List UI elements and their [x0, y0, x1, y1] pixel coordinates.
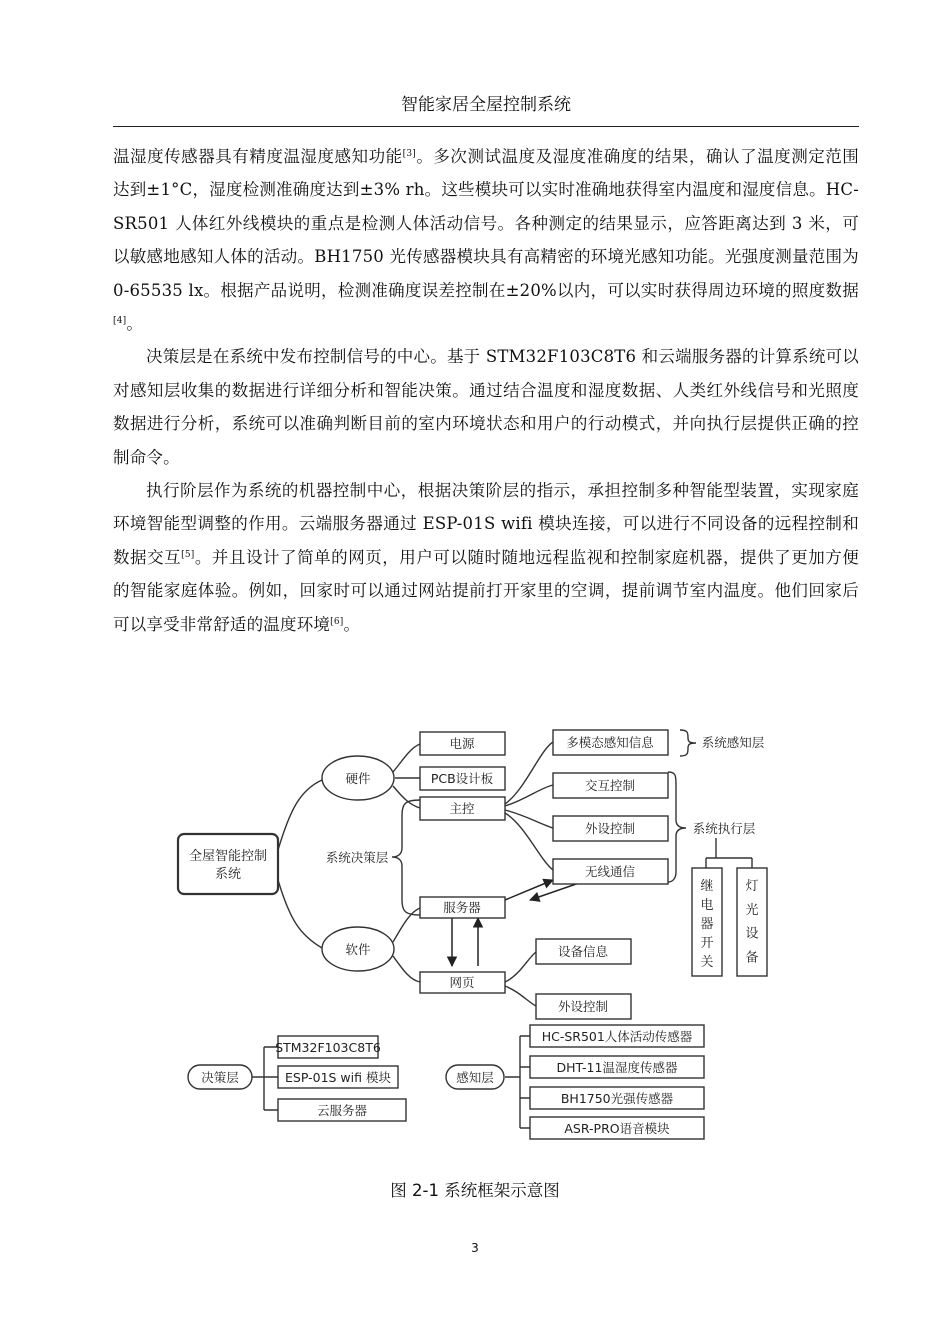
interaction-label: 交互控制	[584, 778, 636, 793]
arrow-wireless-server	[530, 882, 582, 900]
edge-web-deviceinfo	[505, 952, 536, 982]
citation-ref: [6]	[330, 616, 344, 627]
decision-item-3: 云服务器	[316, 1103, 368, 1118]
page-number: 3	[471, 1241, 479, 1255]
webpage-label: 网页	[449, 975, 475, 990]
execution-bracket	[668, 772, 686, 882]
peripheral-label: 外设控制	[584, 821, 636, 836]
decision-item-1: STM32F103C8T6	[275, 1040, 381, 1055]
citation-ref: [4]	[113, 316, 127, 327]
perception-bracket	[680, 730, 696, 756]
arrow-server-wireless	[505, 880, 553, 900]
perception-item-2: DHT-11温湿度传感器	[556, 1060, 678, 1075]
edge-root-hardware	[278, 780, 322, 850]
page-header-title: 智能家居全屋控制系统	[401, 95, 571, 115]
web-peripheral-label: 外设控制	[557, 999, 609, 1014]
citation-ref: [3]	[402, 149, 417, 159]
perception-item-4: ASR-PRO语音模块	[564, 1121, 670, 1136]
relay-label: 继电器开关	[700, 879, 714, 970]
edge-main-wireless	[505, 813, 553, 870]
citation-ref: [5]	[181, 549, 195, 560]
execution-system-label: 系统执行层	[692, 821, 756, 836]
software-label: 软件	[345, 942, 371, 957]
decision-layer-label: 系统决策层	[325, 850, 389, 865]
pcb-label: PCB设计板	[430, 771, 494, 786]
edge-web-peripheral	[505, 986, 536, 1006]
figure-caption: 图 2-1 系统框架示意图	[390, 1181, 560, 1200]
device-info-label: 设备信息	[557, 944, 609, 959]
system-framework-diagram	[0, 720, 950, 1150]
paragraph-1: 温湿度传感器具有精度温湿度感知功能[3]。多次测试温度及湿度准确度的结果，确认了温度测定范围达到±1°C，湿度检测准确度达到±3% rh。这些模块可以实时准确地获得室内温度和湿度信息。HC-SR501 人体红外线模块的重点是检测人体活动信号。各种测定的结果显示，应答距离达到 3 米，可以敏感地感知人体的活动。BH1750 光传感器模块具有高精密的环境光感知功能。光强度测量范围为 0-65535 lx。根据产品说明，检测准确度误差控制在±20%以内，可以实时获得周边环境的照度数据[4]。	[113, 147, 860, 334]
perception-system-label: 系统感知层	[701, 735, 765, 750]
decision-item-2: ESP-01S wifi 模块	[285, 1070, 391, 1085]
edge-main-interaction	[505, 785, 553, 806]
wireless-label: 无线通信	[584, 864, 636, 879]
paragraph-3: 执行阶层作为系统的机器控制中心，根据决策阶层的指示，承担控制多种智能型装置，实现家庭环境智能型调整的作用。云端服务器通过 ESP-01S wifi 模块连接，可以进行不同设备的远程控制和数据交互[5]。并且设计了简单的网页，用户可以随时随地远程监视和控制家庭机器，提供了更加方便的智能家庭体验。例如，回家时可以通过网站提前打开家里的空调，提前调节室内温度。他们回家后可以享受非常舒适的温度环境[6]。	[113, 481, 859, 634]
edge-root-software	[278, 880, 322, 948]
edge-hardware-main	[393, 786, 420, 808]
perception-legend-tree	[505, 1036, 530, 1128]
perception-legend-label: 感知层	[456, 1070, 494, 1085]
hardware-label: 硬件	[345, 771, 371, 786]
light-label: 灯光设备	[745, 879, 759, 966]
power-label: 电源	[449, 736, 475, 751]
decision-legend-tree	[252, 1047, 278, 1110]
decision-layer-bracket	[392, 800, 420, 915]
perception-item-3: BH1750光强传感器	[560, 1091, 674, 1106]
body-text	[113, 140, 859, 641]
edge-main-multimodal	[505, 742, 553, 804]
root-label-line1: 全屋智能控制	[188, 849, 268, 864]
server-label: 服务器	[443, 900, 481, 915]
root-box	[178, 834, 278, 894]
execution-tree	[706, 838, 752, 868]
edge-software-web	[393, 956, 420, 982]
perception-item-1: HC-SR501人体活动传感器	[541, 1029, 693, 1044]
main-control-label: 主控	[449, 801, 475, 816]
header-rule	[113, 126, 859, 127]
multimodal-label: 多模态感知信息	[566, 735, 654, 750]
root-label-line2: 系统	[214, 867, 242, 882]
paragraph-2: 决策层是在系统中发布控制信号的中心。基于 STM32F103C8T6 和云端服务器的计算系统可以对感知层收集的数据进行详细分析和智能决策。通过结合温度和湿度数据、人类红外线信号和光照度数据进行分析，系统可以准确判断目前的室内环境状态和用户的行动模式，并向执行层提供正确的控制命令。	[113, 347, 859, 467]
decision-legend-label: 决策层	[201, 1070, 239, 1085]
edge-hardware-power	[393, 744, 420, 772]
